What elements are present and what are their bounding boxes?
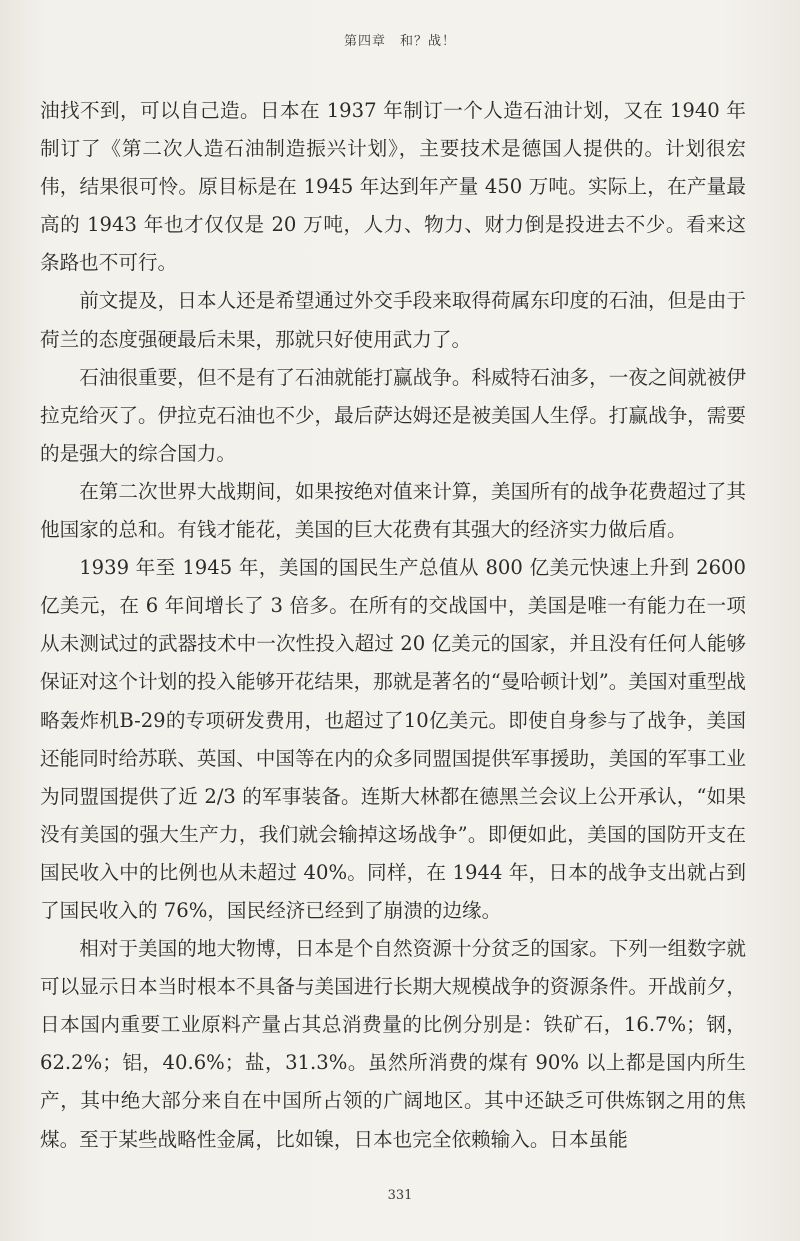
body-text (40, 92, 746, 1159)
paragraph-1: 油找不到，可以自己造。日本在 1937 年制订一个人造石油计划，又在 1940 年制订了《第二次人造石油制造振兴计划》，主要技术是德国人提供的。计划很宏伟，结果很可怜。原目标是在 1945 年达到年产量 450 万吨。实际上，在产量最高的 1943 年也才仅仅是 20 万吨，人力、物力、财力倒是投进去不少。看来这条路也不可行。 (40, 99, 746, 275)
paragraph-2: 前文提及，日本人还是希望通过外交手段来取得荷属东印度的石油，但是由于荷兰的态度强硬最后未果，那就只好使用武力了。 (40, 289, 746, 351)
paragraph-5: 1939 年至 1945 年，美国的国民生产总值从 800 亿美元快速上升到 2600 亿美元，在 6 年间增长了 3 倍多。在所有的交战国中，美国是唯一有能力在一项从未测试过的武器技术中一次性投入超过 20 亿美元的国家，并且没有任何人能够保证对这个计划的投入能够开花结果，那就是著名的“曼哈顿计划”。美国对重型战略轰炸机B-29的专项研发费用，也超过了10亿美元。即使自身参与了战争，美国还能同时给苏联、英国、中国等在内的众多同盟国提供军事援助，美国的军事工业为同盟国提供了近 2/3 的军事装备。连斯大林都在德黑兰会议上公开承认，“如果没有美国的强大生产力，我们就会输掉这场战争”。即便如此，美国的国防开支在国民收入中的比例也从未超过 40%。同样，在 1944 年，日本的战争支出就占到了国民收入的 76%，国民经济已经到了崩溃的边缘。 (40, 556, 746, 922)
page-number: 331 (387, 1188, 413, 1203)
running-head: 第四章 和？战！ (343, 34, 456, 49)
paragraph-3: 石油很重要，但不是有了石油就能打赢战争。科威特石油多，一夜之间就被伊拉克给灭了。伊拉克石油也不少，最后萨达姆还是被美国人生俘。打赢战争，需要的是强大的综合国力。 (40, 365, 746, 465)
paragraph-4: 在第二次世界大战期间，如果按绝对值来计算，美国所有的战争花费超过了其他国家的总和。有钱才能花，美国的巨大花费有其强大的经济实力做后盾。 (40, 479, 746, 542)
paragraph-6: 相对于美国的地大物博，日本是个自然资源十分贫乏的国家。下列一组数字就可以显示日本当时根本不具备与美国进行长期大规模战争的资源条件。开战前夕，日本国内重要工业原料产量占其总消费量的比例分别是：铁矿石，16.7%；钢，62.2%；铝，40.6%；盐，31.3%。虽然所消费的煤有 90% 以上都是国内所生产，其中绝大部分来自在中国所占领的广阔地区。其中还缺乏可供炼钢之用的焦煤。至于某些战略性金属，比如镍，日本也完全依赖输入。日本虽能 (40, 937, 746, 1151)
